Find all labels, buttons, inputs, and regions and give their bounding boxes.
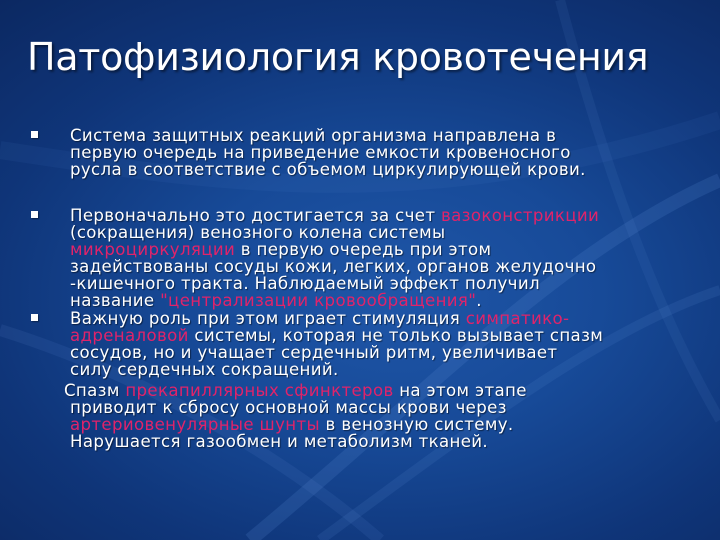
text-segment: Первоначально это достигается за счет: [70, 206, 441, 225]
text-segment: Важную роль при этом играет стимуляция: [70, 309, 466, 328]
text-segment: Система защитных реакций организма направлена в: [70, 126, 557, 145]
bullet-paragraph: [70, 310, 710, 378]
text-line: [70, 344, 710, 361]
text-line: [70, 292, 710, 309]
text-segment: Спазм: [64, 381, 126, 400]
slide-title: Патофизиология кровотечения: [27, 35, 649, 79]
text-segment: название: [70, 291, 161, 310]
text-segment: .: [476, 291, 482, 310]
text-line: [70, 144, 710, 161]
highlighted-term: симпатико-: [465, 309, 570, 328]
square-bullet-icon: [31, 131, 38, 138]
highlighted-term: адреналовой: [70, 326, 189, 345]
text-line: [64, 416, 704, 433]
text-segment: первую очередь на приведение емкости кровеносного: [70, 143, 571, 162]
text-segment: сосудов, но и учащает сердечный ритм, увеличивает: [70, 343, 558, 362]
highlighted-term: вазоконстрикции: [441, 206, 600, 225]
text-line: [64, 399, 704, 416]
text-line: [70, 361, 710, 378]
text-line: [70, 310, 710, 327]
highlighted-term: микроциркуляции: [70, 240, 236, 259]
text-segment: задействованы сосуды кожи, легких, органов желудочно: [70, 257, 597, 276]
text-segment: Нарушается газообмен и метаболизм тканей.: [70, 432, 489, 451]
text-segment: системы, которая не только вызывает спазм: [188, 326, 604, 345]
text-line: [70, 161, 710, 178]
text-line: [70, 258, 710, 275]
highlighted-term: артериовенулярные шунты: [70, 415, 320, 434]
bullet-paragraph: [64, 382, 704, 450]
text-line: [70, 207, 710, 224]
text-segment: силу сердечных сокращений.: [70, 360, 339, 379]
square-bullet-icon: [31, 314, 38, 321]
text-segment: -кишечного тракта. Наблюдаемый эффект получил: [70, 274, 540, 293]
text-segment: русла в соответствие с объемом циркулирующей крови.: [70, 160, 586, 179]
text-line: [70, 275, 710, 292]
text-segment: в венозную систему.: [319, 415, 514, 434]
text-line: [70, 224, 710, 241]
square-bullet-icon: [31, 211, 38, 218]
text-segment: в первую очередь при этом: [235, 240, 492, 259]
text-segment: на этом этапе: [393, 381, 527, 400]
highlighted-term: "централизации кровообращения": [160, 291, 477, 310]
bullet-paragraph: [70, 207, 710, 309]
text-segment: приводит к сбросу основной массы крови через: [70, 398, 507, 417]
text-segment: (сокращения) венозного колена системы: [70, 223, 446, 242]
text-line: [70, 241, 710, 258]
text-line: [64, 433, 704, 450]
highlighted-term: прекапиллярных сфинктеров: [125, 381, 394, 400]
text-line: [64, 382, 704, 399]
bullet-paragraph: [70, 127, 710, 178]
text-line: [70, 127, 710, 144]
text-line: [70, 327, 710, 344]
